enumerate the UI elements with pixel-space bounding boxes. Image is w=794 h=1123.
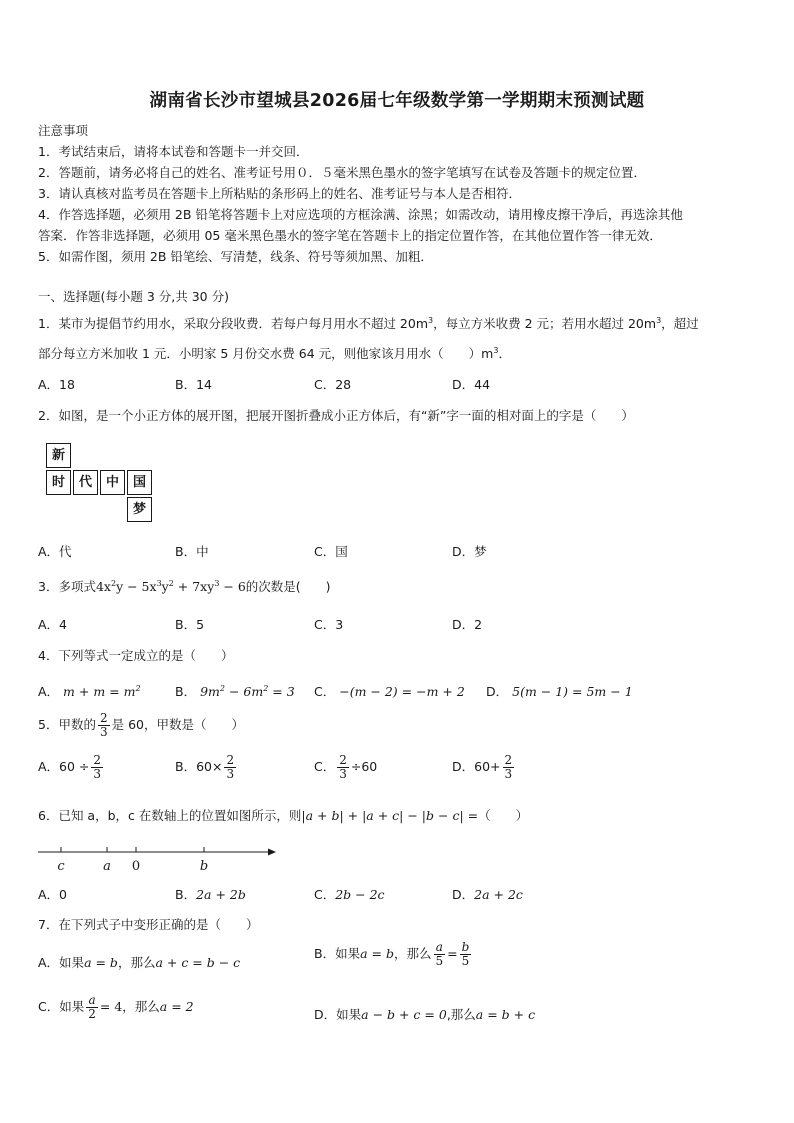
q6-option-a: A．0 (38, 887, 68, 902)
q2-option-b: B．中 (175, 544, 209, 559)
net-cell-zhong: 中 (100, 470, 125, 495)
q4-option-b (175, 682, 295, 700)
q1-line1 (38, 314, 699, 332)
q3-expression (96, 579, 246, 594)
q7-a-cond: a = b (84, 955, 118, 970)
q4-expr-d: 5(m − 1) = 5m − 1 (512, 684, 633, 699)
notice-item-2: 2．答题前，请务必将自己的姓名、准考证号用０．５毫米黑色墨水的签字笔填写在试卷及答题卡的规定位置． (38, 165, 646, 180)
page-title: 湖南省长沙市望城县2026届七年级数学第一学期期末预测试题 (149, 91, 645, 111)
q4-option-c (314, 682, 465, 700)
q1-option-b: B．14 (175, 377, 212, 392)
q2-option-c: C．国 (314, 544, 348, 559)
q6-option-b (175, 885, 246, 903)
q2-option-d: D．梦 (452, 544, 487, 559)
q7-c-frac (86, 994, 98, 1021)
q6-expression: |a + b| + |a + c| − |b − c| = (301, 808, 479, 823)
q4-b-p4: = 3 (268, 684, 295, 699)
notice-item-3: 3．请认真核对监考员在答题卡上所粘贴的条形码上的姓名、准考证号与本人是否相符． (38, 186, 521, 201)
net-cell-shi: 时 (46, 470, 71, 495)
q4-label-a: A． (38, 684, 60, 699)
q7-c-num: a (88, 993, 96, 1007)
number-line-figure (36, 840, 278, 876)
q5-fraction (98, 712, 110, 739)
q5-d-num: 2 (504, 753, 513, 767)
q3-prefix: 3．多项式 (38, 579, 96, 594)
q4-b-p0: 9m (200, 684, 220, 699)
q5-option-d (452, 754, 516, 781)
q4-expr-b (200, 684, 295, 699)
q5-d-text: D．60+ (452, 759, 501, 775)
q5-a-text: A．60 ÷ (38, 759, 90, 775)
q5-option-b (175, 754, 238, 781)
q3-expr-p0: 4x (95, 579, 111, 594)
q4-b-p2: − 6m (224, 684, 264, 699)
q5-frac-num: 2 (99, 711, 108, 725)
notice-heading: 注意事项 (38, 123, 89, 138)
q7-a-then: ，那么 (117, 955, 156, 970)
q7-d-then: ,那么 (446, 1007, 476, 1022)
q1-text-b: ，每立方米收费 2 元；若用水超过 20m (433, 316, 657, 331)
q3-expr-p1: 2 (110, 578, 117, 588)
q1-sup-3: 3 (493, 345, 499, 355)
q1-option-a: A．18 (38, 377, 75, 392)
notice-item-4: 4．作答选择题，必须用 2B 铅笔将答题卡上对应选项的方框涂满、涂黑；如需改动，请用橡皮擦干净后，再选涂其他 (38, 207, 683, 222)
q7-b-num-right: b (461, 940, 470, 954)
q4-option-a (38, 682, 141, 700)
q4-b-p1: 2 (219, 683, 225, 693)
q4-label-c: C． (314, 684, 336, 699)
q7-stem: 7．在下列式子中变形正确的是（ ） (38, 917, 259, 932)
q7-a-result: a + c = b − c (155, 955, 241, 970)
q5-frac-den: 3 (99, 725, 108, 740)
q4-label-d: D． (486, 684, 509, 699)
q5-option-c (314, 754, 377, 781)
label-zero: 0 (131, 859, 141, 874)
q7-option-c (38, 994, 194, 1021)
q7-option-d (314, 1005, 535, 1023)
q5-b-frac (224, 754, 236, 781)
q7-d-if: D．如果 (314, 1007, 362, 1022)
q6-option-d (452, 885, 523, 903)
q3-stem (38, 577, 331, 595)
q5-d-den: 3 (504, 767, 513, 782)
q1-text-a: 1．某市为提倡节约用水，采取分段收费．若每户每月用水不超过 20m (38, 316, 429, 331)
notice-item-5: 5．如需作图，须用 2B 铅笔绘、写清楚，线条、符号等须加黑、加粗． (38, 249, 433, 264)
net-cell-dai: 代 (73, 470, 98, 495)
q4-label-b: B． (175, 684, 197, 699)
q5-b-den: 3 (226, 767, 235, 782)
q3-option-d: D．2 (452, 617, 483, 632)
label-a: a (103, 859, 111, 874)
q1-option-d: D．44 (452, 377, 491, 392)
q1-text-c: ，超过 (661, 316, 699, 331)
q5-a-num: 2 (93, 753, 102, 767)
q6-prefix: 6．已知 a，b，c 在数轴上的位置如图所示，则 (38, 808, 302, 823)
q3-expr-p2: y − 5x (116, 579, 157, 594)
q7-b-if: B．如果 (314, 946, 361, 962)
q7-b-den-right: 5 (461, 954, 470, 969)
q6-label-c: C． (314, 887, 336, 902)
q7-c-eq: = 4 (99, 999, 123, 1015)
q6-stem (38, 806, 528, 824)
q7-option-b (314, 941, 473, 968)
q3-expr-p4: y (161, 579, 169, 594)
q7-a-if: A．如果 (38, 955, 85, 970)
q7-c-result: a = 2 (159, 999, 194, 1015)
q4-b-p3: 2 (263, 683, 269, 693)
q3-suffix: 的次数是( ) (245, 579, 331, 594)
label-b: b (199, 859, 209, 874)
notice-item-1: 1．考试结束后，请将本试卷和答题卡一并交回． (38, 144, 309, 159)
q7-d-result: a = b + c (475, 1007, 536, 1022)
net-cell-meng: 梦 (127, 497, 152, 522)
q7-option-a (38, 953, 240, 971)
q3-expr-p3: 3 (156, 578, 162, 588)
q6-expr-b: 2a + 2b (196, 887, 246, 902)
q7-b-frac-right (460, 941, 472, 968)
cube-net-figure (46, 443, 156, 525)
q3-option-a: A．4 (38, 617, 68, 632)
q3-option-b: B．5 (175, 617, 205, 632)
q4-option-d (486, 682, 633, 700)
q6-option-c (314, 885, 385, 903)
q1-line2 (38, 344, 511, 362)
q1-option-c: C．28 (314, 377, 352, 392)
q6-expr-d: 2a + 2c (474, 887, 523, 902)
q3-option-c: C．3 (314, 617, 344, 632)
q1-text-e: ． (498, 346, 511, 361)
q3-expr-p8: − 6 (219, 579, 246, 594)
q7-c-then: ，那么 (122, 999, 160, 1015)
q5-suffix: 是 60，甲数是（ ） (111, 717, 244, 733)
q5-option-a (38, 754, 105, 781)
q6-label-b: B． (175, 887, 197, 902)
q5-prefix: 5．甲数的 (38, 717, 96, 733)
number-line-arrow-icon (268, 849, 276, 856)
net-cell-guo: 国 (127, 470, 152, 495)
q1-sup-2: 3 (656, 315, 662, 325)
q4-a-p0: m + m = m (63, 684, 136, 699)
q7-c-den: 2 (88, 1007, 96, 1022)
q4-stem: 4．下列等式一定成立的是（ ） (38, 648, 234, 663)
q3-expr-p5: 2 (168, 578, 174, 588)
q7-d-cond: a − b + c = 0 (361, 1007, 447, 1022)
q2-stem: 2．如图，是一个小正方体的展开图，把展开图折叠成小正方体后，有“新”字一面的相对面上的字是（ ） (38, 408, 634, 423)
q7-b-cond: a = b (360, 946, 394, 962)
q2-option-a: A．代 (38, 544, 72, 559)
q7-b-eq: = (447, 946, 458, 962)
q5-c-label: C． (314, 759, 336, 775)
q5-d-frac (503, 754, 515, 781)
q5-a-den: 3 (93, 767, 102, 782)
q5-c-frac (337, 754, 349, 781)
q7-b-den-left: 5 (435, 954, 444, 969)
q5-b-text: B．60× (175, 759, 223, 775)
q4-a-p1: 2 (135, 683, 141, 693)
q5-c-den: 3 (339, 767, 347, 782)
q4-expr-c: −(m − 2) = −m + 2 (339, 684, 465, 699)
q7-b-frac-left (433, 941, 445, 968)
notice-item-4-cont: 答案．作答非选择题，必须用 05 毫米黑色墨水的签字笔在答题卡上的指定位置作答，在其他位置作答一律无效． (38, 228, 662, 243)
q7-b-num-left: a (435, 940, 443, 954)
section-heading: 一、选择题(每小题 3 分,共 30 分) (38, 289, 229, 304)
net-cell-xin: 新 (46, 443, 71, 468)
q7-b-then: ，那么 (393, 946, 432, 962)
q5-b-num: 2 (226, 753, 235, 767)
q7-c-if: C．如果 (38, 999, 85, 1015)
q1-sup-1: 3 (428, 315, 434, 325)
q5-a-frac (91, 754, 103, 781)
label-c: c (57, 859, 65, 874)
q1-text-d: 部分每立方米加收 1 元．小明家 5 月份交水费 64 元，则他家该月用水（ ）m (38, 346, 494, 361)
q3-expr-p6: + 7xy (173, 579, 215, 594)
q6-label-d: D． (452, 887, 475, 902)
q6-suffix: （ ） (478, 808, 529, 823)
q5-stem (38, 712, 244, 739)
q5-c-num: 2 (339, 753, 347, 767)
q3-expr-p7: 3 (214, 578, 220, 588)
q6-expr-c: 2b − 2c (335, 887, 385, 902)
q5-c-text: ÷60 (350, 759, 378, 775)
q4-expr-a (63, 684, 141, 699)
